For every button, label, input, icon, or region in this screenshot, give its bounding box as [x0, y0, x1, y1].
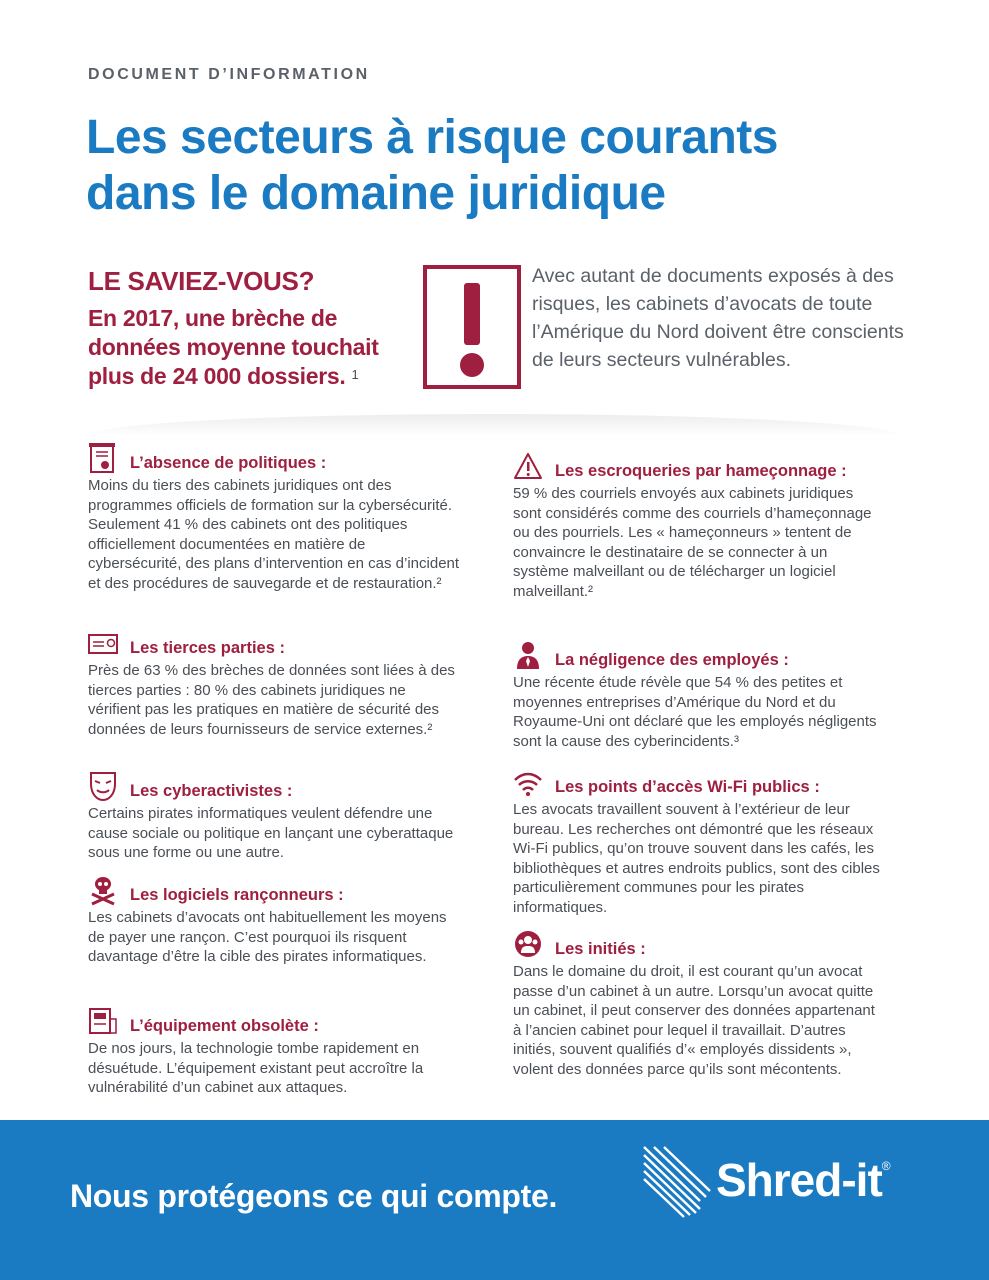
risk-item-policies: [88, 440, 460, 594]
risk-item-hacktivists: [88, 768, 460, 863]
third-party-card-icon: [88, 627, 118, 659]
risk-item-title: Les tierces parties :: [130, 639, 285, 657]
risk-item-body: Près de 63 % des brèches de données sont liées à des tierces parties : 80 % des cabinets juridiques ne vérifient pas les pratiques en matière de sécurité des données de leurs fournisseurs de service externes.²: [88, 662, 455, 738]
footnote-ref: 1: [351, 367, 359, 382]
shred-stripes-icon: [640, 1143, 720, 1223]
risk-item-title: Les escroqueries par hameçonnage :: [555, 462, 847, 480]
policy-document-icon: [88, 442, 118, 474]
hacktivist-mask-icon: [88, 770, 118, 802]
skull-crossbones-icon: [88, 874, 118, 906]
intro-text: Avec autant de documents exposés à des risques, les cabinets d’avocats de toute l’Amérique du Nord doivent être conscients de leurs secteurs vulnérables.: [532, 265, 904, 371]
callout-stat: En 2017, une brèche de données moyenne touchait plus de 24 000 dossiers.: [88, 305, 379, 389]
risk-item-body: Les cabinets d’avocats ont habituellement les moyens de payer une rançon. C’est pourquoi ils risquent davantage d’être la cible des pirates informatiques.: [88, 909, 447, 966]
risk-item-body: Moins du tiers des cabinets juridiques ont des programmes officiels de formation sur la cybersécurité. Seulement 41 % des cabinets ont des politiques officiellement documentées en matière de cybersécurité, des plans d’intervention en cas d’incident et des procédures de sauvegarde et de restauration.²: [88, 477, 460, 592]
brand-wordmark: [716, 1153, 890, 1207]
alert-exclamation-icon: [423, 265, 521, 389]
risk-item-title: La négligence des employés :: [555, 651, 789, 669]
risk-item-ransomware: [88, 872, 460, 967]
risk-item-body: 59 % des courriels envoyés aux cabinets juridiques sont considérés comme des courriels d’hameçonnage ou des pourriels. Les « hameçonneurs » tentent de convaincre le destinataire de se connecter à un système malveillant ou de télécharger un logiciel malveillant.²: [513, 485, 872, 600]
risk-item-obsolete-equipment: [88, 1003, 460, 1098]
risk-item-phishing: [513, 448, 885, 602]
callout-heading: LE SAVIEZ-VOUS?: [88, 266, 315, 296]
page-title: Les secteurs à risque courants dans le domaine juridique: [86, 111, 778, 220]
risk-item-title: Les initiés :: [555, 940, 646, 958]
risk-item-title: L’équipement obsolète :: [130, 1017, 319, 1035]
warning-triangle-icon: [513, 450, 543, 482]
employee-icon: [513, 639, 543, 671]
footer-tagline: Nous protégeons ce qui compte.: [70, 1178, 558, 1214]
risk-item-body: Certains pirates informatiques veulent défendre une cause sociale ou politique en lançant une cyberattaque sous une forme ou une autre.: [88, 805, 454, 862]
risk-item-body: De nos jours, la technologie tombe rapidement en désuétude. L’équipement existant peut accroître la vulnérabilité d’un cabinet aux attaques.: [88, 1040, 424, 1097]
brand-name: Shred-it: [716, 1154, 882, 1206]
risk-item-public-wifi: [513, 764, 885, 918]
risk-item-title: Les points d’accès Wi-Fi publics :: [555, 778, 820, 796]
registered-mark: ®: [881, 1159, 890, 1173]
risk-item-body: Une récente étude révèle que 54 % des petites et moyennes entreprises d’Amérique du Nord et du Royaume-Uni ont déclaré que les employés négligents sont la cause des cyberincidents.³: [513, 674, 877, 750]
obsolete-equipment-icon: [88, 1005, 118, 1037]
shred-it-logo: [640, 1143, 940, 1223]
insider-icon: [513, 928, 543, 960]
wifi-icon: [513, 766, 543, 798]
risk-item-body: Les avocats travaillent souvent à l’extérieur de leur bureau. Les recherches ont démontré que les réseaux Wi-Fi publics, qu’on trouve souvent dans les cafés, les bibliothèques et autres endroits publics, sont des cibles particulièrement communes pour les pirates informatiques.: [513, 801, 880, 916]
risk-item-employee-negligence: [513, 637, 885, 751]
risk-item-title: Les cyberactivistes :: [130, 782, 293, 800]
risk-item-insiders: [513, 926, 885, 1080]
risk-item-body: Dans le domaine du droit, il est courant qu’un avocat passe d’un cabinet à un autre. Lorsqu’un avocat quitte un cabinet, il peut conserver des données appartenant à l’ancien cabinet pour lequel il travaillait. D’autres initiés, souvent qualifiés d’« employés dissidents », volent des données parce qu’ils sont mécontents.: [513, 963, 875, 1078]
callout-stat-block: [88, 304, 418, 391]
risk-item-title: L’absence de politiques :: [130, 454, 327, 472]
section-divider: [88, 414, 900, 436]
document-kicker: DOCUMENT D’INFORMATION: [88, 66, 370, 83]
risk-item-third-parties: [88, 625, 460, 739]
risk-item-title: Les logiciels rançonneurs :: [130, 886, 344, 904]
